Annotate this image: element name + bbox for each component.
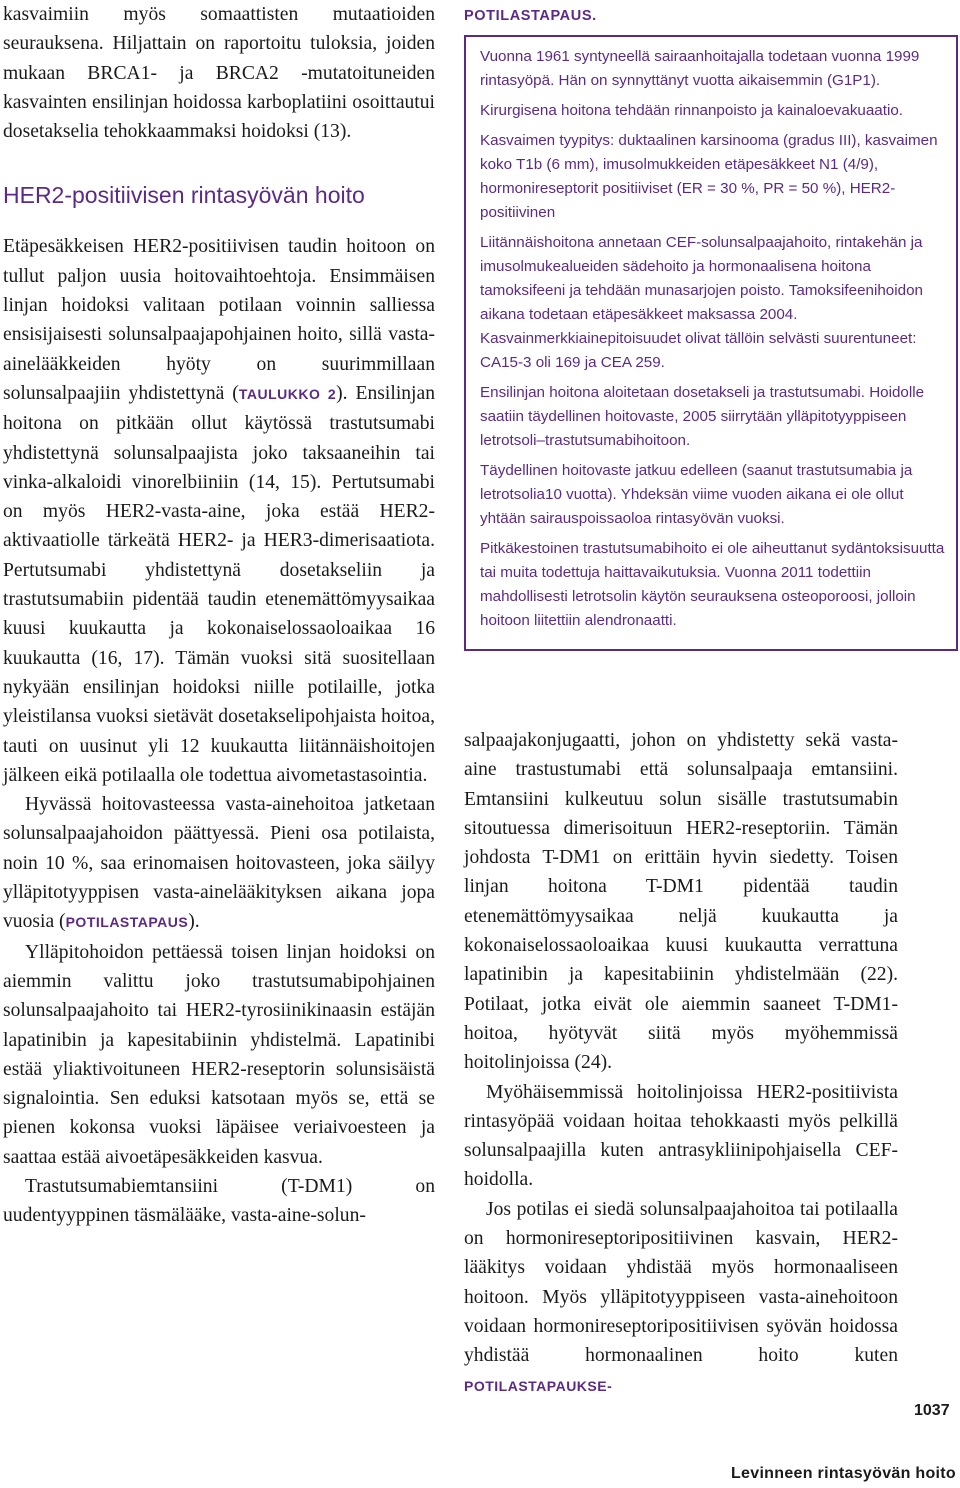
paragraph-text: Etäpesäkkeisen HER2-positiivisen taudin hoitoon on tullut paljon uusia hoitovaihtoehtoja. Ensimmäisen linjan hoidoksi valitaan potilaan voinnin salliessa ensisijaisesti solunsalpaajapohjainen hoito, sillä vasta-ainelääkkeiden hyöty on suurimmillaan solunsalpaajiin yhdistettynä ( bbox=[3, 236, 435, 404]
paragraph-tdm1: salpaajakonjugaatti, johon on yhdistetty sekä vasta-aine trastustumabi että solunsalpaaja emtansiini. Emtansiini kulkeutuu solun sisälle trastutsumabin sitoutuessa dimerisoituun HER2-reseptoriin. Tämän johdosta T-DM1 on erittäin hyvin siedetty. Toisen linjan hoitona T-DM1 pidentää taudin etenemättömyysaikaa neljä kuukautta ja kokonaiselossaoloaikaa kuusi kuukautta verrattuna lapatinibin ja kapesitabiinin yhdistelmään (22). Potilaat, jotka eivät ole aiemmin saaneet T-DM1-hoitoa, hyötyvät siitä myös myöhemmissä hoitolinjoissa (24). bbox=[464, 730, 898, 1074]
section-heading: HER2-positiivisen rintasyövän hoito bbox=[3, 182, 365, 209]
intro-text: kasvaimiin myös somaattisten mutaatioiden seurauksena. Hiljattain on raportoitu tuloksia, joiden mukaan BRCA1- ja BRCA2 -mutatoituneiden kasvainten ensilinjan hoidossa karboplatiini osoittautui dosetakselia tehokkaammaksi hoidoksi (13). bbox=[3, 4, 435, 143]
footer-title: Levinneen rintasyövän hoito bbox=[730, 1465, 956, 1482]
paragraph-text: Hyvässä hoitovasteessa vasta-ainehoitoa jatketaan solunsalpaajahoidon päättyessä. Pieni osa potilaista, noin 10 %, saa erinomaisen hoitovasteen, joka säilyy ylläpitotyyppisen vasta-ainelääkityksen aikana jopa vuosia ( bbox=[3, 794, 435, 933]
paragraph-tdm1-intro: Trastutsumabiemtansiini (T-DM1) on uudentyyppinen täsmälääke, vasta-aine-solun- bbox=[3, 1175, 435, 1227]
paragraph-text: ). Ensilinjan hoitona on pitkään ollut käytössä trastutsumabi yhdistettynä solunsalpaajista joko taksaaneihin tai vinka-alkaloidi vinorelbiiniin (14, 15). Pertutsumabi on myös HER2-vasta-aine, joka estää HER2-aktivaatiolle tärkeätä HER2- ja HER3-dimerisaatiota. Pertutsumabi yhdistettynä dosetakseliin ja trastutsumabiin pidentää taudin etenemättömyysaikaa kuusi kuukautta ja kokonaiselossaoloaikaa 16 kuukautta (16, 17). Tämän vuoksi sitä suositellaan nykyään ensilinjan hoidoksi niille potilaille, jotka yleistilansa vuoksi sietävät dosetakselipohjaista hoitoa, tauti on uusinut yli 12 kuukautta liitännäishoitojen jälkeen eikä potilaalla ole todettua aivometastasointia. bbox=[3, 382, 435, 786]
case-reference-link[interactable]: POTILASTAPAUS bbox=[65, 914, 189, 931]
right-column bbox=[464, 726, 898, 1401]
case-item: Ensilinjan hoitona aloitetaan dosetakseli ja trastutsumabi. Hoidolle saatiin täydellinen hoitovaste, 2005 siirrytään ylläpitotyyppiseen letrotsoli–trastutsumabihoitoon. bbox=[480, 384, 925, 449]
paragraph-second-line: Ylläpitohoidon pettäessä toisen linjan hoidoksi on aiemmin valittu joko trastutsumabipohjainen solunsalpaajahoito tai HER2-tyrosiinikinaasin estäjän lapatinibin ja kapesitabiinin yhdistelmä. Lapatinibi estää yliaktivoituneen HER2-reseptorin solunsisäistä signalointia. Sen eduksi katsotaan myös se, että se pienen kokonsa vuoksi läpäisee veriaivoesteen ja saattaa estää aivoetäpesäkkeiden kasvua. bbox=[3, 941, 435, 1168]
table-reference-link[interactable]: TAULUKKO 2 bbox=[238, 385, 337, 402]
paragraph-maintenance bbox=[3, 790, 435, 937]
paragraph-her2-options bbox=[3, 232, 435, 790]
case-item: Kirurgisena hoitona tehdään rinnanpoisto ja kainaloevakuaatio. bbox=[480, 102, 904, 119]
paragraph-text: ). bbox=[188, 911, 200, 933]
paragraph-later-lines: Myöhäisemmissä hoitolinjoissa HER2-positiivista rintasyöpää voidaan hoitaa tehokkaasti myös pelkillä solunsalpaajilla kuten antrasykliinipohjaisella CEF-hoidolla. bbox=[464, 1081, 898, 1191]
paragraph-text: Jos potilas ei siedä solunsalpaajahoitoa tai potilaalla on hormonireseptoripositiivinen kasvain, HER2-lääkitys voidaan yhdistää myös hormonaaliseen hoitoon. Myös ylläpitotyyppiseen vasta-ainehoitoon voidaan hormonireseptoripositiivisen syövän hoidossa yhdistää hormonaalinen hoito kuten bbox=[464, 1198, 898, 1367]
page-number: 1037 bbox=[914, 1402, 950, 1419]
paragraph-hormonal bbox=[464, 1195, 898, 1401]
case-item: Täydellinen hoitovaste jatkuu edelleen (saanut trastutsumabia ja letrotsolia10 vuotta). Yhdeksän viime vuoden aikana ei ole ollut yhtään sairauspoissaoloa rintasyövän vuoksi. bbox=[480, 462, 913, 527]
case-box-title: POTILASTAPAUS. bbox=[464, 8, 597, 24]
case-box bbox=[464, 35, 958, 651]
case-item: Liitännäishoitona annetaan CEF-solunsalpaajahoito, rintakehän ja imusolmukealueiden sädehoito ja hormonaalisena hoitona tamoksifeeni ja tehdään munasarjojen poisto. Tamoksifeenihoidon aikana todetaan etäpesäkkeet maksassa 2004. Kasvainmerkkiainepitoisuudet olivat tällöin selvästi suurentuneet: CA15-3 oli 169 ja CEA 259. bbox=[480, 234, 923, 371]
case-box-wrapper bbox=[464, 8, 958, 651]
case-item: Vuonna 1961 syntyneellä sairaanhoitajalla todetaan vuonna 1999 rintasyöpä. Hän on synnyttänyt vuotta aikaisemmin (G1P1). bbox=[480, 48, 920, 89]
left-column bbox=[3, 0, 435, 1231]
case-reference-link[interactable]: POTILASTAPAUKSE- bbox=[464, 1377, 613, 1394]
case-item: Kasvaimen tyypitys: duktaalinen karsinooma (gradus III), kasvaimen koko T1b (6 mm), imusolmukkeiden etäpesäkkeet N1 (4/9), hormonireseptorit positiiviset (ER = 30 %, PR = 50 %), HER2-positiivinen bbox=[480, 132, 938, 221]
case-item: Pitkäkestoinen trastutsumabihoito ei ole aiheuttanut sydäntoksisuutta tai muita todettuja haittavaikutuksia. Vuonna 2011 todettiin mahdollisesti letrotsolin käytön seurauksena osteoporoosi, jolloin hoitoon liitettiin alendronaatti. bbox=[480, 540, 945, 629]
